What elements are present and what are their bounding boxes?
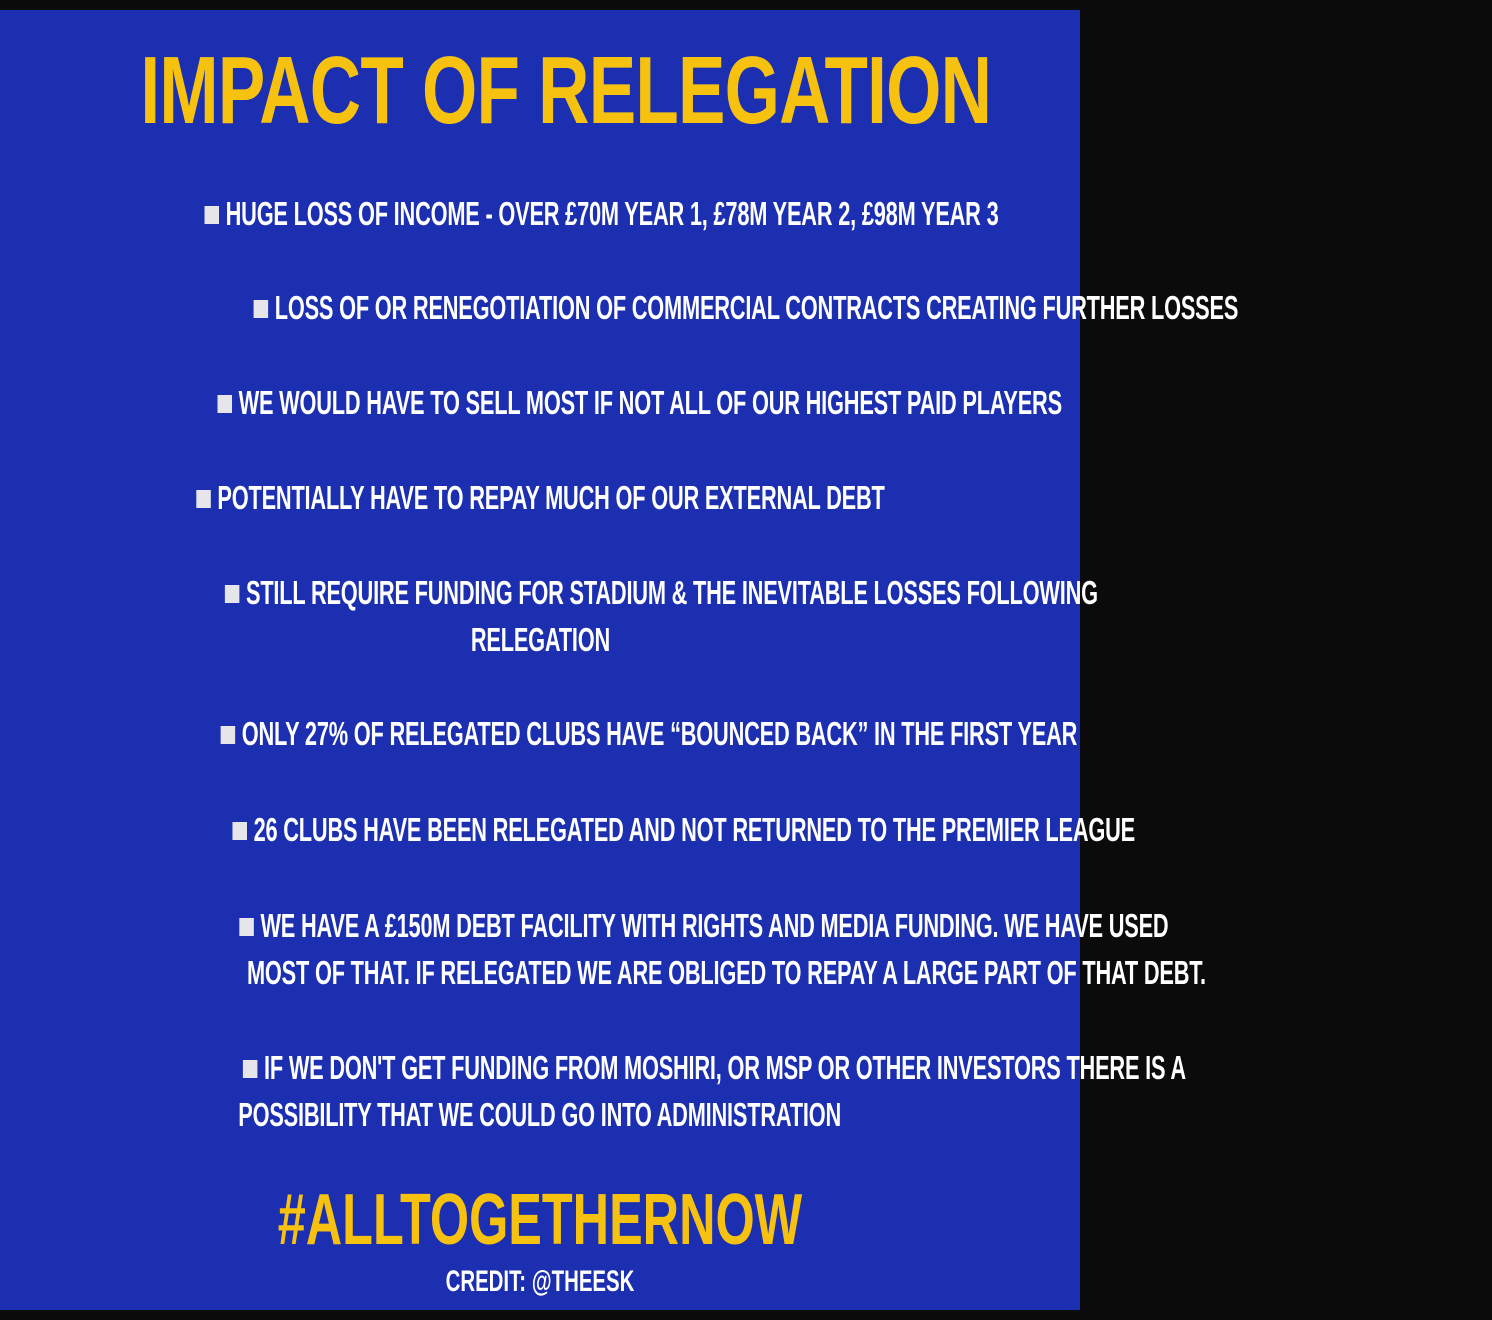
square-bullet-icon (205, 206, 220, 224)
bullet-point (0, 284, 1239, 331)
bullet-point (0, 474, 1080, 521)
bullet-text: WE WOULD HAVE TO SELL MOST IF NOT ALL OF OUR HIGHEST PAID PLAYERS (238, 384, 1062, 421)
hashtag: #ALLTOGETHERNOW (277, 1180, 803, 1260)
bullet-text: LOSS OF OR RENEGOTIATION OF COMMERCIAL CONTRACTS CREATING FURTHER LOSSES (274, 289, 1239, 326)
bullet-text: 26 CLUBS HAVE BEEN RELEGATED AND NOT RETURNED TO THE PREMIER LEAGUE (253, 811, 1135, 848)
bullet-text: WE HAVE A £150M DEBT FACILITY WITH RIGHTS AND MEDIA FUNDING. WE HAVE USED (260, 907, 1169, 944)
bullet-point (0, 1044, 1186, 1138)
square-bullet-icon (232, 822, 247, 840)
bullet-point (0, 569, 1098, 663)
bullet-text: HUGE LOSS OF INCOME - OVER £70M YEAR 1, £78M YEAR 2, £98M YEAR 3 (225, 195, 999, 232)
bullet-text: IF WE DON'T GET FUNDING FROM MOSHIRI, OR MSP OR OTHER INVESTORS THERE IS A (264, 1049, 1186, 1086)
square-bullet-icon (243, 1060, 258, 1078)
bullet-text: ONLY 27% OF RELEGATED CLUBS HAVE “BOUNCED BACK” IN THE FIRST YEAR (241, 715, 1078, 752)
bullet-text-continued: POSSIBILITY THAT WE COULD GO INTO ADMINISTRATION (238, 1096, 842, 1133)
poster-title: IMPACT OF RELEGATION (140, 37, 992, 144)
square-bullet-icon (221, 726, 236, 744)
bullet-point (0, 902, 1206, 996)
bullet-text-continued: RELEGATION (470, 621, 610, 658)
square-bullet-icon (239, 918, 254, 936)
bullet-text: POTENTIALLY HAVE TO REPAY MUCH OF OUR EXTERNAL DEBT (216, 479, 885, 516)
bullet-point (0, 806, 1135, 853)
square-bullet-icon (217, 395, 232, 413)
bullet-text-continued: MOST OF THAT. IF RELEGATED WE ARE OBLIGED TO REPAY A LARGE PART OF THAT DEBT. (246, 954, 1206, 991)
poster (0, 10, 1239, 1310)
square-bullet-icon (196, 490, 211, 508)
bullet-point (0, 379, 1080, 426)
bullet-point (0, 190, 1080, 237)
bullet-point (0, 710, 1080, 757)
bullet-text: STILL REQUIRE FUNDING FOR STADIUM & THE INEVITABLE LOSSES FOLLOWING (245, 574, 1098, 611)
square-bullet-icon (225, 585, 240, 603)
credit-line: CREDIT: @THEESK (445, 1265, 635, 1298)
square-bullet-icon (254, 300, 269, 318)
